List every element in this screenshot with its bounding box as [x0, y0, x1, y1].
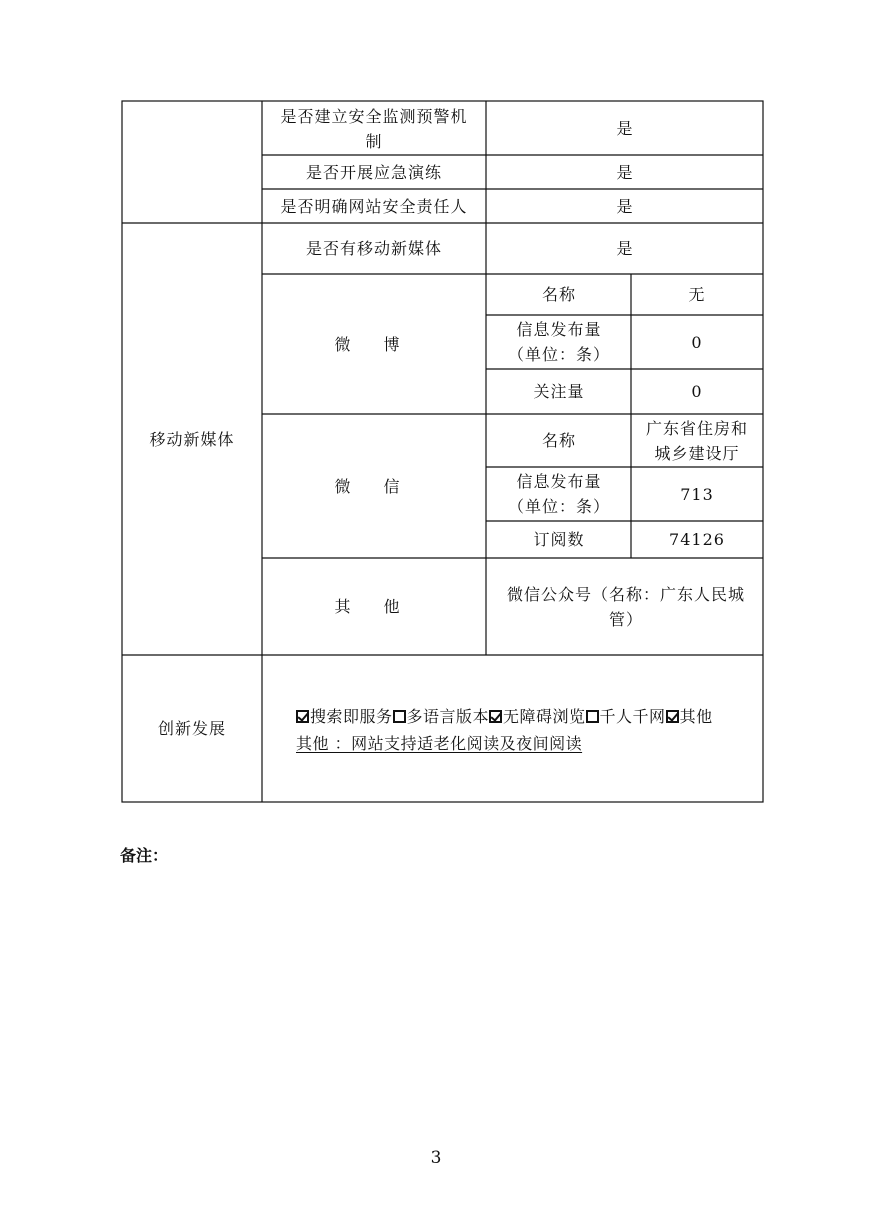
wechat-subs-value: 74126 [669, 530, 725, 549]
unchecked-box-icon [586, 710, 599, 723]
wechat-label: 微 信 [334, 476, 414, 496]
weibo-follow-value: 0 [691, 382, 703, 401]
emergency-drill-label: 是否开展应急演练 [305, 162, 442, 182]
option-personalized: 千人千网 [586, 707, 666, 726]
weibo-posts-label: 信息发布量（单位：条） [507, 320, 610, 364]
mobile-media-section-label: 移动新媒体 [149, 429, 235, 449]
option-accessible-browsing: 无障碍浏览 [489, 707, 586, 726]
security-monitoring-value: 是 [616, 119, 634, 138]
has-new-media-label: 是否有移动新媒体 [305, 239, 442, 258]
innovation-other-text: 其他 ：网站支持适老化阅读及夜间阅读 [296, 734, 583, 753]
checked-box-icon [296, 710, 309, 723]
page-number: 3 [430, 1148, 442, 1168]
wechat-name-value: 广东省住房和城乡建设厅 [645, 418, 748, 463]
security-officer-value: 是 [616, 196, 634, 216]
innovation-checkbox-line [296, 703, 758, 730]
wechat-subs-label: 订阅数 [533, 530, 585, 549]
security-monitoring-label: 是否建立安全监测预警机制 [280, 106, 468, 151]
checked-box-icon [666, 710, 679, 723]
weibo-follow-label: 关注量 [533, 382, 585, 401]
option-search-as-service: 搜索即服务 [296, 707, 393, 726]
unchecked-box-icon [393, 710, 406, 723]
wechat-posts-value: 713 [680, 484, 714, 504]
checked-box-icon [489, 710, 502, 723]
other-media-value: 微信公众号（名称：广东人民城管） [506, 585, 745, 629]
wechat-posts-label: 信息发布量（单位：条） [507, 472, 610, 516]
weibo-posts-value: 0 [691, 332, 703, 352]
weibo-label: 微 博 [334, 334, 414, 354]
option-multilingual: 多语言版本 [393, 707, 490, 726]
innovation-options [296, 703, 758, 757]
other-media-label: 其 他 [334, 597, 414, 616]
note-label: 备注： [120, 846, 169, 865]
security-officer-label: 是否明确网站安全责任人 [280, 196, 468, 216]
has-new-media-value: 是 [616, 239, 634, 258]
option-other: 其他 [666, 707, 713, 726]
weibo-name-label: 名称 [541, 285, 576, 304]
wechat-name-label: 名称 [541, 431, 576, 450]
innovation-section-label: 创新发展 [157, 719, 226, 738]
emergency-drill-value: 是 [616, 162, 634, 182]
weibo-name-value: 无 [688, 285, 706, 304]
